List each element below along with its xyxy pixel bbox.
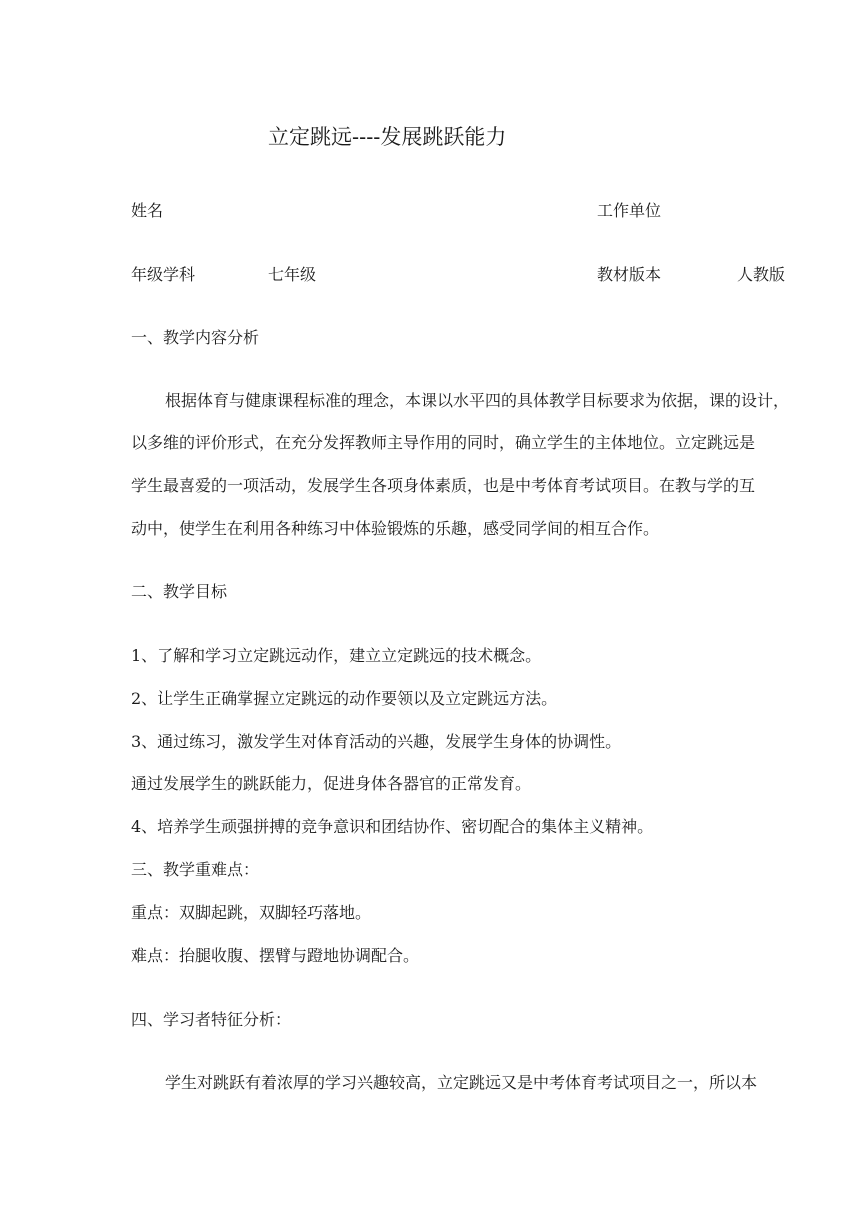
work-unit-label: 工作单位 bbox=[597, 201, 662, 220]
goal-item: 4、培养学生顽强拼搏的竞争意识和团结协作、密切配合的集体主义精神。 bbox=[131, 817, 654, 836]
section-heading-learner-analysis: 四、学习者特征分析： bbox=[131, 1010, 292, 1029]
paragraph-line: 学生对跳跃有着浓厚的学习兴趣较高，立定跳远又是中考体育考试项目之一，所以本 bbox=[165, 1073, 758, 1092]
textbook-label: 教材版本 bbox=[597, 265, 662, 284]
document-title: 立定跳远----发展跳跃能力 bbox=[268, 125, 507, 149]
paragraph-line: 以多维的评价形式，在充分发挥教师主导作用的同时，确立学生的主体地位。立定跳远是 bbox=[131, 433, 756, 452]
paragraph-line: 动中，使学生在利用各种练习中体验锻炼的乐趣，感受同学间的相互合作。 bbox=[131, 519, 660, 538]
grade-subject-label: 年级学科 bbox=[131, 265, 196, 284]
goal-item: 通过发展学生的跳跃能力，促进身体各器官的正常发育。 bbox=[131, 774, 532, 793]
section-heading-content-analysis: 一、教学内容分析 bbox=[131, 328, 260, 347]
section-heading-teaching-goals: 二、教学目标 bbox=[131, 582, 228, 601]
textbook-value: 人教版 bbox=[737, 265, 786, 284]
paragraph-line: 根据体育与健康课程标准的理念，本课以水平四的具体教学目标要求为依据，课的设计， bbox=[165, 391, 790, 410]
goal-item: 1、了解和学习立定跳远动作，建立立定跳远的技术概念。 bbox=[131, 646, 542, 665]
key-point: 重点：双脚起跳，双脚轻巧落地。 bbox=[131, 903, 372, 922]
grade-subject-value: 七年级 bbox=[268, 265, 317, 284]
goal-item: 3、通过练习，激发学生对体育活动的兴趣，发展学生身体的协调性。 bbox=[131, 732, 622, 751]
section-heading-key-points: 三、教学重难点： bbox=[131, 860, 260, 879]
paragraph-line: 学生最喜爱的一项活动，发展学生各项身体素质，也是中考体育考试项目。在教与学的互 bbox=[131, 476, 756, 495]
name-label: 姓名 bbox=[131, 201, 164, 220]
difficult-point: 难点：抬腿收腹、摆臂与蹬地协调配合。 bbox=[131, 946, 420, 965]
goal-item: 2、让学生正确掌握立定跳远的动作要领以及立定跳远方法。 bbox=[131, 689, 558, 708]
